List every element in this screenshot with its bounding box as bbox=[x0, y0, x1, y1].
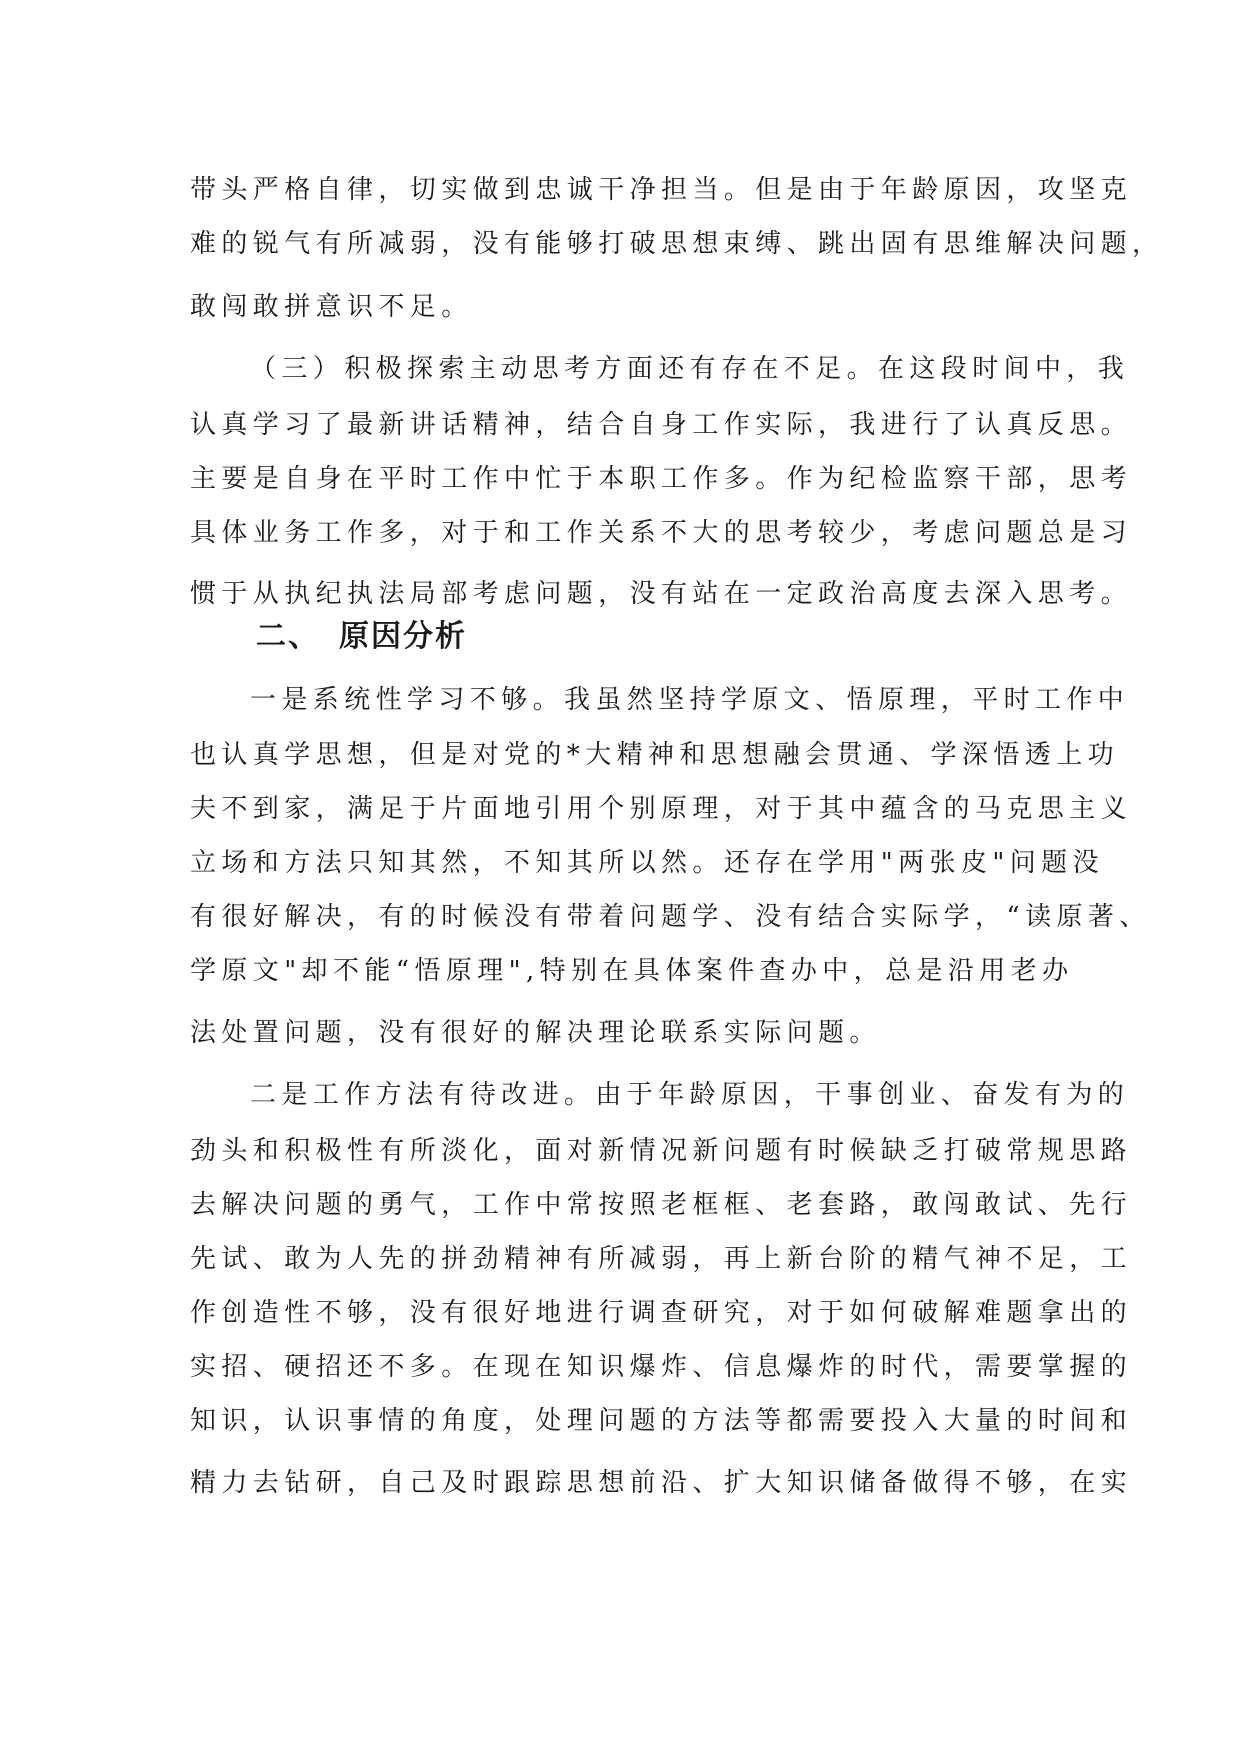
text-line: 先试、敢为人先的拼劲精神有所减弱，再上新台阶的精气神不足，工 bbox=[190, 1244, 1133, 1274]
text-line: 二是工作方法有待改进。由于年龄原因，干事创业、奋发有为的 bbox=[250, 1080, 1130, 1110]
text-line: 法处置问题，没有很好的解决理论联系实际问题。 bbox=[190, 1018, 881, 1048]
text-line: 也认真学思想，但是对党的*大精神和思想融会贯通、学深悟透上功 bbox=[190, 740, 1120, 770]
text-line: 去解决问题的勇气，工作中常按照老框框、老套路，敢闯敢试、先行 bbox=[190, 1190, 1133, 1220]
text-line: 认真学习了最新讲话精神，结合自身工作实际，我进行了认真反思。 bbox=[190, 410, 1133, 440]
text-line: 惯于从执纪执法局部考虑问题，没有站在一定政治高度去深入思考。 bbox=[190, 579, 1133, 609]
text-line: 作创造性不够，没有很好地进行调查研究，对于如何破解难题拿出的 bbox=[190, 1298, 1133, 1328]
section-title: 原因分析 bbox=[339, 619, 467, 654]
text-line: 带头严格自律，切实做到忠诚干净担当。但是由于年龄原因，攻坚克 bbox=[190, 175, 1133, 205]
text-line: 难的锐气有所减弱，没有能够打破思想束缚、跳出固有思维解决问题， bbox=[190, 229, 1164, 259]
text-line: 学原文"却不能“悟原理",特别在具体案件查办中，总是沿用老办 bbox=[190, 956, 1074, 986]
text-line: 敢闯敢拼意识不足。 bbox=[190, 292, 473, 322]
text-line: 主要是自身在平时工作中忙于本职工作多。作为纪检监察干部，思考 bbox=[190, 464, 1133, 494]
section-heading bbox=[256, 618, 467, 656]
text-line: 知识，认识事情的角度，处理问题的方法等都需要投入大量的时间和 bbox=[190, 1406, 1133, 1436]
text-line: 夫不到家，满足于片面地引用个别原理，对于其中蕴含的马克思主义 bbox=[190, 794, 1133, 824]
text-line: 精力去钻研，自己及时跟踪思想前沿、扩大知识储备做得不够，在实 bbox=[190, 1468, 1133, 1498]
text-line: 一是系统性学习不够。我虽然坚持学原文、悟原理，平时工作中 bbox=[250, 685, 1130, 715]
section-number: 二、 bbox=[256, 619, 320, 654]
text-line: 实招、硬招还不多。在现在知识爆炸、信息爆炸的时代，需要掌握的 bbox=[190, 1352, 1133, 1382]
text-line: 具体业务工作多，对于和工作关系不大的思考较少，考虑问题总是习 bbox=[190, 518, 1133, 548]
text-line: 立场和方法只知其然，不知其所以然。还存在学用"两张皮"问题没 bbox=[190, 848, 1104, 878]
text-line: 有很好解决，有的时候没有带着问题学、没有结合实际学，“读原著、 bbox=[190, 902, 1151, 932]
text-line: （三）积极探索主动思考方面还有存在不足。在这段时间中，我 bbox=[250, 354, 1130, 384]
text-line: 劲头和积极性有所淡化，面对新情况新问题有时候缺乏打破常规思路 bbox=[190, 1136, 1133, 1166]
